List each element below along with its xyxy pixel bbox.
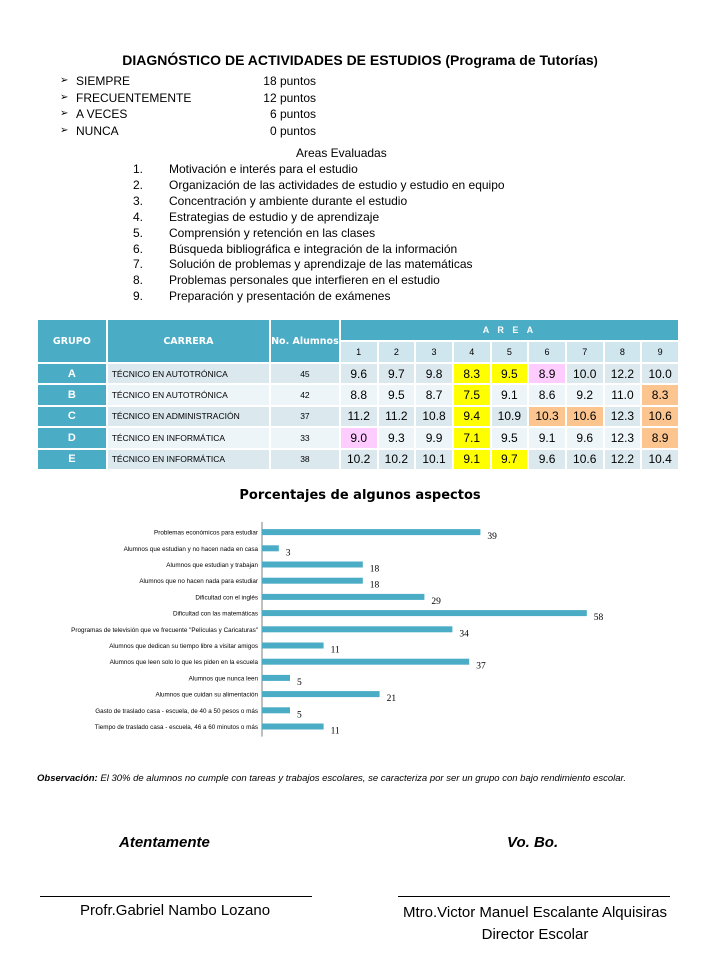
- bar-value-label: 29: [431, 596, 441, 607]
- area-item: [133, 289, 505, 305]
- signature-line-left: [40, 896, 312, 897]
- area-value-cell: 9.7: [491, 449, 529, 470]
- grupo-cell: D: [37, 427, 107, 448]
- table-body: [37, 363, 679, 470]
- area-number-cell: 3: [415, 341, 453, 363]
- bar-value-label: 5: [297, 677, 302, 688]
- area-value-cell: 8.8: [340, 384, 378, 405]
- carrera-cell: TÉCNICO EN AUTOTRÓNICA: [107, 384, 270, 405]
- area-number: 9.: [133, 289, 144, 304]
- area-value-cell: 11.0: [604, 384, 642, 405]
- area-value-cell: 10.9: [491, 406, 529, 427]
- area-value-cell: 8.3: [641, 384, 679, 405]
- area-number: 6.: [133, 241, 144, 256]
- area-value-cell: 9.4: [453, 406, 491, 427]
- table-row: [37, 406, 679, 427]
- area-value-cell: 8.9: [528, 363, 566, 384]
- scale-row: [60, 123, 316, 140]
- signer-name-left: Profr.Gabriel Nambo Lozano: [79, 902, 271, 919]
- alumnos-cell: 42: [270, 384, 340, 405]
- carrera-cell: TÉCNICO EN INFORMÁTICA: [107, 427, 270, 448]
- bar: [262, 707, 290, 713]
- title-main: DIAGNÓSTICO DE ACTIVIDADES DE ESTUDIOS (Programa de Tutorías: [122, 52, 594, 68]
- results-table: [36, 318, 680, 471]
- bar-value-label: 34: [459, 629, 469, 640]
- area-value-cell: 8.9: [641, 427, 679, 448]
- grupo-cell: A: [37, 363, 107, 384]
- area-value-cell: 8.3: [453, 363, 491, 384]
- area-number-cell: 7: [566, 341, 604, 363]
- bar: [262, 659, 469, 665]
- area-value-cell: 9.7: [378, 363, 416, 384]
- area-text: Búsqueda bibliográfica e integración de la información: [169, 241, 458, 256]
- category-label: Alumnos que dedican su tiempo libre a visitar amigos: [109, 643, 258, 650]
- area-number: 5.: [133, 225, 144, 240]
- area-item: [133, 257, 505, 273]
- area-value-cell: 11.2: [378, 406, 416, 427]
- bar-value-label: 11: [330, 726, 340, 737]
- bar-value-label: 58: [593, 613, 604, 624]
- observation-text: El 30% de alumnos no cumple con tareas y trabajos escolares, se caracteriza por ser un grupo con bajo rendimiento escolar.: [97, 773, 626, 784]
- bar: [262, 562, 363, 568]
- grupo-cell: B: [37, 384, 107, 405]
- category-label: Gasto de traslado casa - escuela, de 40 a 50 pesos o más: [95, 707, 258, 715]
- category-label: Programas de televisión que ve frecuente "Películas y Caricaturas": [71, 626, 258, 634]
- area-value-cell: 12.2: [604, 449, 642, 470]
- arrow-bullet-icon: ➢: [60, 124, 69, 136]
- category-label: Alumnos que leen solo lo que les piden en la escuela: [109, 659, 258, 667]
- area-number: 4.: [133, 209, 144, 224]
- alumnos-cell: 37: [270, 406, 340, 427]
- observation: [37, 770, 677, 787]
- area-value-cell: 10.4: [641, 449, 679, 470]
- category-label: Dificultad con el inglés: [195, 594, 258, 602]
- alumnos-cell: 33: [270, 427, 340, 448]
- arrow-bullet-icon: ➢: [60, 108, 69, 119]
- alumnos-cell: 38: [270, 449, 340, 470]
- area-value-cell: 9.6: [528, 449, 566, 470]
- area-number-cell: 6: [528, 341, 566, 363]
- closing-vobo: Vo. Bo.: [507, 834, 559, 851]
- bar-value-label: 5: [297, 710, 302, 721]
- area-value-cell: 12.2: [604, 363, 642, 384]
- carrera-cell: TÉCNICO EN ADMINISTRACIÓN: [107, 406, 270, 427]
- title-tail: ): [593, 54, 598, 68]
- bar-value-label: 37: [476, 661, 486, 672]
- area-text: Problemas personales que interfieren en el estudio: [169, 273, 440, 288]
- table-row: [37, 384, 679, 405]
- area-number-cell: 2: [378, 341, 416, 363]
- area-value-cell: 8.7: [415, 384, 453, 405]
- area-number-cell: 8: [604, 341, 642, 363]
- bar-value-label: 11: [330, 645, 340, 656]
- area-item: [133, 210, 505, 226]
- scale-row: [60, 90, 316, 107]
- area-number-cell: 4: [453, 341, 491, 363]
- area-number: 2.: [133, 177, 144, 192]
- scale-row: [60, 106, 316, 123]
- closing-atentamente: Atentamente: [119, 834, 210, 851]
- area-value-cell: 9.5: [491, 363, 529, 384]
- area-value-cell: 9.6: [566, 427, 604, 448]
- table-row: [37, 363, 679, 384]
- scale-label: SIEMPRE: [76, 74, 131, 88]
- area-value-cell: 7.1: [453, 427, 491, 448]
- category-label: Alumnos que estudian y trabajan: [166, 562, 258, 569]
- bar: [262, 594, 424, 600]
- area-text: Solución de problemas y aprendizaje de las matemáticas: [169, 257, 473, 272]
- header-alumnos: No. Alumnos: [270, 319, 340, 363]
- area-text: Concentración y ambiente durante el estudio: [169, 193, 408, 208]
- area-value-cell: 11.2: [340, 406, 378, 427]
- scale-points: 12 puntos: [263, 90, 316, 105]
- area-text: Estrategias de estudio y de aprendizaje: [169, 209, 380, 224]
- arrow-bullet-icon: ➢: [60, 91, 69, 103]
- area-value-cell: 9.5: [491, 427, 529, 448]
- area-value-cell: 9.8: [415, 363, 453, 384]
- signer-role-right: Director Escolar: [481, 926, 589, 943]
- category-label: Alumnos que no hacen nada para estudiar: [139, 578, 258, 586]
- area-value-cell: 10.6: [566, 406, 604, 427]
- area-value-cell: 9.6: [340, 363, 378, 384]
- table-row: [37, 449, 679, 470]
- area-item: [133, 162, 505, 178]
- bar: [262, 545, 279, 551]
- category-label: Problemas económicos para estudiar: [154, 529, 258, 537]
- bar: [262, 529, 480, 535]
- area-value-cell: 12.3: [604, 406, 642, 427]
- signer-name-right: Mtro.Victor Manuel Escalante Alquisiras: [402, 904, 667, 921]
- area-number-cell: 1: [340, 341, 378, 363]
- area-value-cell: 10.6: [641, 406, 679, 427]
- grupo-cell: C: [37, 406, 107, 427]
- area-number: 1.: [133, 162, 144, 176]
- bar-value-label: 21: [386, 694, 397, 705]
- area-number: 3.: [133, 193, 144, 208]
- area-number: 8.: [133, 273, 144, 288]
- area-value-cell: 10.3: [528, 406, 566, 427]
- area-value-cell: 9.3: [378, 427, 416, 448]
- area-value-cell: 10.8: [415, 406, 453, 427]
- area-number: 7.: [133, 257, 144, 272]
- bar: [262, 675, 290, 681]
- area-value-cell: 9.0: [340, 427, 378, 448]
- signer-block-right: [380, 902, 690, 946]
- signature-line-right: [398, 896, 670, 897]
- bar-value-label: 18: [369, 580, 380, 591]
- header-carrera: CARRERA: [107, 319, 270, 363]
- header-grupo: GRUPO: [37, 319, 107, 363]
- bar: [262, 578, 363, 584]
- bar: [262, 724, 324, 730]
- area-text: Motivación e interés para el estudio: [169, 162, 358, 176]
- bar-value-label: 3: [285, 548, 291, 559]
- scale-label: A VECES: [76, 107, 128, 121]
- arrow-bullet-icon: ➢: [60, 75, 69, 86]
- bar-value-label: 39: [487, 532, 497, 543]
- area-value-cell: 8.6: [528, 384, 566, 405]
- chart-title: Porcentajes de algunos aspectos: [239, 488, 481, 503]
- area-item: [133, 194, 505, 210]
- area-value-cell: 9.5: [378, 384, 416, 405]
- area-number-cell: 5: [491, 341, 529, 363]
- category-label: Dificultad con las matemáticas: [172, 610, 258, 618]
- area-item: [133, 242, 505, 258]
- category-label: Alumnos que nunca leen: [188, 675, 258, 683]
- category-label: Alumnos que estudian y no hacen nada en casa: [123, 545, 258, 553]
- scale-label: NUNCA: [76, 123, 119, 138]
- bar: [262, 691, 380, 697]
- scale-points: 6 puntos: [269, 107, 316, 121]
- area-item: [133, 273, 505, 289]
- bar-value-label: 18: [369, 564, 380, 575]
- area-value-cell: 12.3: [604, 427, 642, 448]
- scale-label: FRECUENTEMENTE: [76, 90, 192, 105]
- area-value-cell: 9.1: [453, 449, 491, 470]
- category-label: Tiempo de traslado casa - escuela, 46 a 60 minutos o más: [94, 724, 258, 731]
- area-value-cell: 9.9: [415, 427, 453, 448]
- area-text: Comprensión y retención en las clases: [169, 225, 376, 240]
- header-area: A R E A: [340, 319, 679, 341]
- area-value-cell: 7.5: [453, 384, 491, 405]
- area-value-cell: 9.1: [491, 384, 529, 405]
- scoring-scale: [60, 73, 316, 139]
- document-title: [0, 52, 720, 68]
- area-value-cell: 10.0: [641, 363, 679, 384]
- bar: [262, 643, 324, 649]
- scale-points: 0 puntos: [269, 123, 316, 138]
- area-value-cell: 10.0: [566, 363, 604, 384]
- category-label: Alumnos que cuidan su alimentación: [155, 691, 258, 699]
- area-item: [133, 226, 505, 242]
- area-value-cell: 10.2: [340, 449, 378, 470]
- area-value-cell: 10.6: [566, 449, 604, 470]
- grupo-cell: E: [37, 449, 107, 470]
- table-row: [37, 427, 679, 448]
- area-text: Preparación y presentación de exámenes: [169, 289, 391, 304]
- carrera-cell: TÉCNICO EN AUTOTRÓNICA: [107, 363, 270, 384]
- area-value-cell: 9.1: [528, 427, 566, 448]
- areas-title: Areas Evaluadas: [296, 146, 387, 160]
- area-value-cell: 9.2: [566, 384, 604, 405]
- area-value-cell: 10.2: [378, 449, 416, 470]
- area-item: [133, 178, 505, 194]
- scale-points: 18 puntos: [263, 74, 316, 88]
- observation-label: Observación:: [37, 773, 98, 784]
- area-text: Organización de las actividades de estudio y estudio en equipo: [169, 177, 505, 192]
- bar: [262, 610, 587, 616]
- area-value-cell: 10.1: [415, 449, 453, 470]
- scale-row: [60, 73, 316, 90]
- areas-list: [133, 162, 505, 305]
- carrera-cell: TÉCNICO EN INFORMÁTICA: [107, 449, 270, 470]
- alumnos-cell: 45: [270, 363, 340, 384]
- aspects-bar-chart: [0, 518, 720, 740]
- area-number-cell: 9: [641, 341, 679, 363]
- bar: [262, 626, 452, 632]
